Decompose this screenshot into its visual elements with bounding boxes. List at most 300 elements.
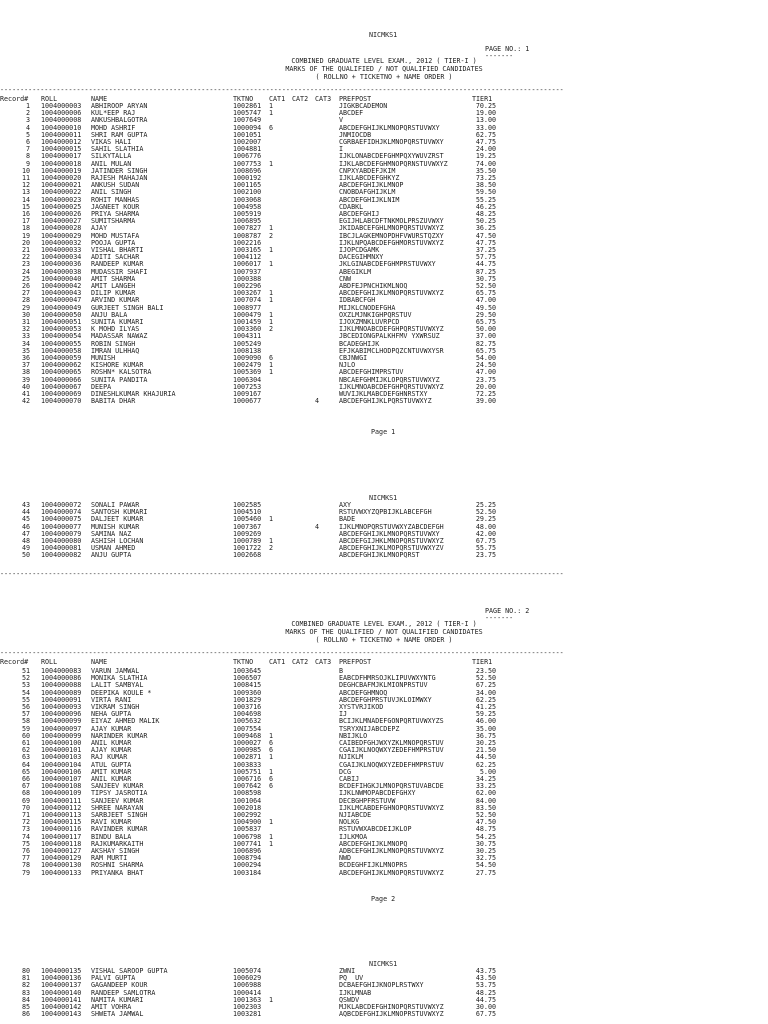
- ticket-number: 1004881: [233, 145, 262, 154]
- record-number: 3: [25, 116, 30, 125]
- tier1-marks: 34.25: [475, 775, 496, 783]
- pref-post: ABDFEJPNCHIKMLNOQ: [339, 282, 408, 290]
- record-number: 14: [21, 195, 30, 204]
- pref-post: MJKLABCDEFGHINOPQRSTUVWXYZ: [339, 1003, 444, 1011]
- record-number: 10: [21, 166, 30, 175]
- roll-number: 1004000097: [41, 724, 82, 733]
- record-number: 81: [21, 974, 30, 983]
- ticket-number: 1000094: [233, 123, 262, 132]
- roll-number: 1004000059: [41, 354, 82, 362]
- divider: --------------------------------------------------------------------------------------------------------------------------------------------: [0, 649, 564, 657]
- candidate-name: LALIT SAMBYAL: [91, 681, 144, 690]
- ticket-number: 1002216: [233, 238, 262, 247]
- cat1: 1: [269, 839, 274, 848]
- roll-number: 1004000033: [41, 246, 82, 254]
- record-number: 29: [21, 303, 30, 312]
- pref-post: NJIABCDE: [339, 811, 372, 819]
- header-pref-post: PREFPOST: [339, 658, 372, 666]
- pref-post: IJKLNWMOPABCDEFGHXY: [339, 789, 416, 798]
- pref-post: MIJKLCNODEFGHA: [339, 303, 396, 312]
- ticket-number: 1000414: [233, 988, 262, 997]
- roll-number: 1004000130: [41, 861, 82, 870]
- candidate-name: ANKUSHBALGOTRA: [91, 116, 148, 125]
- tier1-marks: 24.00: [475, 145, 496, 154]
- pref-post: IJKLABCDEFGHMNOPQRNSTUVWXYZ: [339, 159, 448, 168]
- header-cat2: CAT2: [292, 658, 309, 666]
- cat1: 1: [269, 767, 274, 776]
- candidate-name: USMAN AHMED: [91, 544, 136, 553]
- pref-post: ABCDEFGHIJ: [339, 210, 380, 218]
- record-number: 30: [21, 310, 30, 319]
- record-number: 44: [21, 508, 30, 517]
- pref-post: ABCDEFGHIJKLMOPQRSTUVWXYZV: [339, 544, 444, 553]
- pref-post: ABCDEFGHIJKLMNOPQRSTUVWXY: [339, 123, 440, 132]
- tier1-marks: 67.25: [475, 681, 496, 690]
- ticket-number: 1002296: [233, 282, 262, 290]
- ticket-number: 1008696: [233, 166, 262, 175]
- tier1-marks: 29.50: [475, 310, 496, 319]
- candidate-name: MONIKA SLATHIA: [91, 674, 148, 683]
- pref-post: IJKLMCABDEFGHNOPQRSTUVWXYZ: [339, 803, 444, 812]
- record-number: 83: [21, 988, 30, 997]
- roll-number: 1004000113: [41, 811, 82, 819]
- header-roll-number: ROLL: [41, 658, 58, 666]
- record-number: 27: [21, 289, 30, 298]
- roll-number: 1004000065: [41, 368, 82, 377]
- page-number-2: PAGE NO.: 2: [485, 607, 530, 615]
- record-number: 86: [21, 1010, 30, 1019]
- candidate-name: MUDASSIR SHAFI: [91, 267, 148, 276]
- pref-post: ABCDEFGHIJKLMNOPQ: [339, 839, 408, 848]
- cat1: 6: [269, 354, 274, 362]
- roll-number: 1004000028: [41, 224, 82, 233]
- pref-post: IJOXZMNKLUVRPCD: [339, 318, 400, 326]
- candidate-name: VIKRAM SINGH: [91, 703, 140, 711]
- roll-number: 1004000112: [41, 803, 82, 812]
- record-number: 74: [21, 832, 30, 841]
- candidate-name: RAM MURTI: [91, 854, 128, 863]
- ticket-number: 1002479: [233, 361, 262, 370]
- cat1: 2: [269, 544, 274, 553]
- ticket-number: 1006776: [233, 152, 262, 161]
- roll-number: 1004000015: [41, 145, 82, 154]
- roll-number: 1004000047: [41, 296, 82, 305]
- tier1-marks: 65.75: [475, 318, 496, 326]
- pref-post: BCDEGHFIJKLMNOPRS: [339, 861, 408, 870]
- candidate-name: NARINDER KUMAR: [91, 731, 148, 740]
- pref-post: ABEGIKLM: [339, 267, 372, 276]
- pref-post: IJKLMNOPQRSTUVWXYZABCDEFGH: [339, 522, 444, 531]
- pref-post: IJKLABCDEFGHKYZ: [339, 174, 400, 182]
- record-number: 18: [21, 224, 30, 233]
- record-number: 35: [21, 346, 30, 355]
- candidate-name: SUMITSHARMA: [91, 217, 136, 226]
- record-number: 63: [21, 753, 30, 762]
- candidate-name: MUNISH: [91, 354, 116, 362]
- pref-post: JKLGINABCDEFGHMPRSTUVWXY: [339, 260, 436, 269]
- ticket-number: 1005249: [233, 339, 262, 348]
- ticket-number: 1001051: [233, 130, 262, 139]
- candidate-name: DINESHLKUMAR KHAJURIA: [91, 390, 176, 398]
- pref-post: IBCJLAGKEMNOPDHFVWURSTQZXY: [339, 231, 444, 240]
- tier1-marks: 59.25: [475, 710, 496, 719]
- ticket-number: 1005460: [233, 515, 262, 524]
- divider: --------------------------------------------------------------------------------------------------------------------------------------------: [0, 570, 564, 578]
- ticket-number: 1008415: [233, 681, 262, 690]
- candidate-name: RAJ KUMAR: [91, 753, 128, 762]
- roll-number: 1004000101: [41, 746, 82, 755]
- record-number: 9: [25, 159, 30, 168]
- record-number: 55: [21, 695, 30, 704]
- tier1-marks: 37.25: [475, 246, 496, 254]
- header-roll-number: ROLL: [41, 95, 58, 103]
- ticket-number: 1006716: [233, 775, 262, 783]
- tier1-marks: 47.50: [475, 231, 496, 240]
- pref-post: CNPXYABDEFJKIM: [339, 166, 396, 175]
- tier1-marks: 27.75: [475, 868, 496, 877]
- roll-number: 1004000093: [41, 703, 82, 711]
- roll-number: 1004000143: [41, 1010, 82, 1019]
- candidate-name: RANDEEP KUMAR: [91, 260, 144, 269]
- tier1-marks: 39.00: [475, 397, 496, 406]
- tier1-marks: 43.75: [475, 967, 496, 975]
- roll-number: 1004000080: [41, 537, 82, 545]
- candidate-name: DILIP KUMAR: [91, 289, 136, 298]
- record-number: 84: [21, 995, 30, 1004]
- candidate-name: ROSHNI SHARMA: [91, 861, 144, 870]
- tier1-marks: 47.00: [475, 368, 496, 377]
- ticket-number: 1004698: [233, 710, 262, 719]
- record-number: 80: [21, 967, 30, 975]
- candidate-name: RAJKUMARKAITH: [91, 839, 144, 848]
- record-number: 2: [25, 109, 30, 118]
- pref-post: BCDEFIHGKJLMNOPQRSTUVABCDE: [339, 782, 444, 791]
- record-number: 39: [21, 375, 30, 384]
- record-number: 65: [21, 767, 30, 776]
- header-candidate-name: NAME: [91, 658, 108, 666]
- record-number: 34: [21, 339, 30, 348]
- cat1: 1: [269, 753, 274, 762]
- report-order-1: ( ROLLNO + TICKETNO + NAME ORDER ): [315, 73, 453, 81]
- roll-number: 1004000083: [41, 667, 82, 675]
- report-order-2: ( ROLLNO + TICKETNO + NAME ORDER ): [315, 636, 453, 644]
- tier1-marks: 44.75: [475, 260, 496, 269]
- candidate-name: ROSHN* KALSOTRA: [91, 368, 152, 377]
- ticket-number: 1000789: [233, 537, 262, 545]
- ticket-number: 1002992: [233, 811, 262, 819]
- roll-number: 1004000089: [41, 688, 82, 697]
- pref-post: OXZLMJNKIGHPQRSTUV: [339, 310, 412, 319]
- candidate-name: TIPSY JASROTIA: [91, 789, 148, 798]
- pref-post: ZWNI: [339, 967, 356, 975]
- candidate-name: AMIT SHARMA: [91, 274, 136, 283]
- tier1-marks: 47.75: [475, 238, 496, 247]
- candidate-name: KUL*EEP RAJ: [91, 109, 136, 118]
- ticket-number: 1007642: [233, 782, 262, 791]
- record-number: 11: [21, 174, 30, 182]
- candidate-name: KISHORE KUMAR: [91, 361, 144, 370]
- tier1-marks: 19.25: [475, 152, 496, 161]
- candidate-name: RAVI KUMAR: [91, 818, 132, 827]
- record-number: 64: [21, 760, 30, 769]
- tier1-marks: 29.25: [475, 515, 496, 524]
- pref-post: BCADEGHIJK: [339, 339, 380, 348]
- ticket-number: 1001722: [233, 544, 262, 553]
- ticket-number: 1002018: [233, 803, 262, 812]
- candidate-name: DEEPIKA KOULE *: [91, 688, 152, 697]
- record-number: 40: [21, 382, 30, 391]
- pref-post: NBCAEFGHMIJKLOPQRSTUVWXYZ: [339, 375, 440, 384]
- roll-number: 1004000066: [41, 375, 82, 384]
- ticket-number: 1004958: [233, 202, 262, 211]
- cat1: 1: [269, 260, 274, 269]
- page-number-underline-1: -------: [485, 52, 514, 60]
- ticket-number: 1000985: [233, 746, 262, 755]
- record-number: 50: [21, 551, 30, 560]
- pref-post: CGRBAEFIDHJKLMNOPQRSTUVWXY: [339, 138, 444, 146]
- record-number: 45: [21, 515, 30, 524]
- candidate-name: AJAY KUMAR: [91, 724, 132, 733]
- cat1: 1: [269, 318, 274, 326]
- record-number: 54: [21, 688, 30, 697]
- record-number: 41: [21, 390, 30, 398]
- tier1-marks: 62.75: [475, 130, 496, 139]
- tier1-marks: 47.75: [475, 138, 496, 146]
- header-cat2: CAT2: [292, 95, 309, 103]
- pref-post: DCBAEFGHIJKNOPLRSTWXY: [339, 981, 424, 990]
- tier1-marks: 73.25: [475, 174, 496, 182]
- roll-number: 1004000079: [41, 529, 82, 538]
- cat1: 1: [269, 289, 274, 298]
- ticket-number: 1007649: [233, 116, 262, 125]
- tier1-marks: 44.75: [475, 995, 496, 1004]
- ticket-number: 1007753: [233, 159, 262, 168]
- candidate-name: ANKUSH SUDAN: [91, 181, 140, 190]
- candidate-name: IMRAN ULHHAQ: [91, 346, 140, 355]
- ticket-number: 1003068: [233, 195, 262, 204]
- pref-post: IDBABCFGH: [339, 296, 376, 305]
- roll-number: 1004000038: [41, 267, 82, 276]
- ticket-number: 1009269: [233, 529, 262, 538]
- roll-number: 1004000003: [41, 102, 82, 110]
- candidate-name: SUNITA PANDITA: [91, 375, 148, 384]
- record-number: 22: [21, 253, 30, 262]
- roll-number: 1004000020: [41, 174, 82, 182]
- ticket-number: 1004112: [233, 253, 262, 262]
- ticket-number: 1002871: [233, 753, 262, 762]
- tier1-marks: 54.25: [475, 832, 496, 841]
- pref-post: IJKLNPQABCDEFGHMORSTUVWXYZ: [339, 238, 444, 247]
- pref-post: NWD: [339, 854, 352, 863]
- roll-number: 1004000008: [41, 116, 82, 125]
- candidate-name: ANIL KUMAR: [91, 775, 132, 783]
- roll-number: 1004000135: [41, 967, 82, 975]
- tier1-marks: 21.50: [475, 746, 496, 755]
- tier1-marks: 54.00: [475, 354, 496, 362]
- cat1: 6: [269, 775, 274, 783]
- ticket-number: 1002861: [233, 102, 262, 110]
- tier1-marks: 19.00: [475, 109, 496, 118]
- record-number: 24: [21, 267, 30, 276]
- cat1: 1: [269, 310, 274, 319]
- ticket-number: 1003360: [233, 325, 262, 334]
- ticket-number: 1006017: [233, 260, 262, 269]
- cat1: 1: [269, 109, 274, 118]
- roll-number: 1004000086: [41, 674, 82, 683]
- cat1: 6: [269, 746, 274, 755]
- candidate-name: RAJESH MAHAJAN: [91, 174, 148, 182]
- roll-number: 1004000075: [41, 515, 82, 524]
- cat1: 1: [269, 102, 274, 110]
- cat1: 1: [269, 515, 274, 524]
- tier1-marks: 62.00: [475, 789, 496, 798]
- tier1-marks: 55.75: [475, 544, 496, 553]
- record-number: 20: [21, 238, 30, 247]
- tier1-marks: 59.50: [475, 188, 496, 197]
- tier1-marks: 52.50: [475, 282, 496, 290]
- roll-number: 1004000107: [41, 775, 82, 783]
- pref-post: JNMIOCDB: [339, 130, 372, 139]
- ticket-number: 1003165: [233, 246, 262, 254]
- candidate-name: VARUN JAMWAL: [91, 667, 140, 675]
- tier1-marks: 87.25: [475, 267, 496, 276]
- ticket-number: 1009468: [233, 731, 262, 740]
- pref-post: CABIJ: [339, 775, 360, 783]
- tier1-marks: 48.25: [475, 988, 496, 997]
- record-number: 36: [21, 354, 30, 362]
- ticket-number: 1001165: [233, 181, 262, 190]
- record-number: 25: [21, 274, 30, 283]
- roll-number: 1004000108: [41, 782, 82, 791]
- ticket-number: 1005074: [233, 967, 262, 975]
- record-number: 28: [21, 296, 30, 305]
- candidate-name: ATUL GUPTA: [91, 760, 132, 769]
- pref-post: IJOPCDGAMK: [339, 246, 380, 254]
- ticket-number: 1006895: [233, 217, 262, 226]
- record-number: 17: [21, 217, 30, 226]
- ticket-number: 1007074: [233, 296, 262, 305]
- record-number: 75: [21, 839, 30, 848]
- ticket-number: 1001064: [233, 796, 262, 805]
- cat1: 6: [269, 739, 274, 747]
- record-number: 66: [21, 775, 30, 783]
- roll-number: 1004000074: [41, 508, 82, 517]
- ticket-number: 1000027: [233, 739, 262, 747]
- tier1-marks: 5.00: [479, 767, 496, 776]
- candidate-name: ROHIT MANHAS: [91, 195, 140, 204]
- pref-post: ABCDEFGHPRSTUVJKLOIMWXY: [339, 695, 432, 704]
- roll-number: 1004000103: [41, 753, 82, 762]
- tier1-marks: 53.75: [475, 981, 496, 990]
- page-footer-1: Page 1: [371, 428, 396, 436]
- candidate-name: ROBIN SINGH: [91, 339, 136, 348]
- tier1-marks: 55.25: [475, 195, 496, 204]
- roll-number: 1004000027: [41, 217, 82, 226]
- roll-number: 1004000021: [41, 181, 82, 190]
- candidate-name: MOHD MUSTAFA: [91, 231, 140, 240]
- record-number: 61: [21, 739, 30, 747]
- tier1-marks: 32.75: [475, 854, 496, 863]
- ticket-number: 1002007: [233, 138, 262, 146]
- pref-post: ABCDEFGHIJKLNIM: [339, 195, 400, 204]
- ticket-number: 1004311: [233, 332, 262, 341]
- record-number: 49: [21, 544, 30, 553]
- pref-post: ABCDEFGHIJKLPQRSTUVWXYZ: [339, 397, 432, 406]
- ticket-number: 1007827: [233, 224, 262, 233]
- ticket-number: 1005747: [233, 109, 262, 118]
- tier1-marks: 65.75: [475, 289, 496, 298]
- roll-number: 1004000018: [41, 159, 82, 168]
- candidate-name: SANTOSH KUMARI: [91, 508, 148, 517]
- candidate-name: SANJEEV KUMAR: [91, 796, 144, 805]
- tier1-marks: 35.00: [475, 724, 496, 733]
- record-number: 4: [25, 123, 30, 132]
- record-number: 52: [21, 674, 30, 683]
- page-footer-2: Page 2: [371, 895, 396, 903]
- tier1-marks: 82.75: [475, 339, 496, 348]
- candidate-name: SANJEEV KUMAR: [91, 782, 144, 791]
- cat1: 1: [269, 246, 274, 254]
- candidate-name: PRIYA SHARMA: [91, 210, 140, 218]
- pref-post: CAIBEDFGHJWXYZKLMNOPQRSTUV: [339, 739, 444, 747]
- pref-post: IJLKMOA: [339, 832, 368, 841]
- record-number: 1: [25, 102, 30, 110]
- roll-number: 1004000127: [41, 847, 82, 855]
- pref-post: CDABKL: [339, 202, 364, 211]
- record-number: 69: [21, 796, 30, 805]
- roll-number: 1004000129: [41, 854, 82, 863]
- header-record-number: Record#: [0, 95, 29, 103]
- pref-post: I: [339, 145, 344, 154]
- system-name-mid: NICMKS1: [369, 494, 398, 502]
- roll-number: 1004000082: [41, 551, 82, 560]
- tier1-marks: 67.75: [475, 537, 496, 545]
- tier1-marks: 30.25: [475, 739, 496, 747]
- candidate-name: AMIT KUMAR: [91, 767, 132, 776]
- candidate-name: DALJEET KUMAR: [91, 515, 144, 524]
- tier1-marks: 23.75: [475, 375, 496, 384]
- candidate-name: VISHAL BHARTI: [91, 246, 144, 254]
- record-number: 31: [21, 318, 30, 326]
- record-number: 43: [21, 501, 30, 509]
- tier1-marks: 37.00: [475, 332, 496, 341]
- record-number: 16: [21, 210, 30, 218]
- pref-post: QSWDV: [339, 995, 360, 1004]
- record-number: 78: [21, 861, 30, 870]
- roll-number: 1004000036: [41, 260, 82, 269]
- tier1-marks: 47.50: [475, 818, 496, 827]
- page-number-underline-2: -------: [485, 614, 514, 622]
- ticket-number: 1006507: [233, 674, 262, 683]
- record-number: 21: [21, 246, 30, 254]
- tier1-marks: 47.00: [475, 296, 496, 305]
- tier1-marks: 48.25: [475, 210, 496, 218]
- roll-number: 1004000012: [41, 138, 82, 146]
- pref-post: NJIKLM: [339, 753, 364, 762]
- header-ticket-number: TKTNO: [233, 95, 254, 103]
- pref-post: NBIJKLO: [339, 731, 368, 740]
- roll-number: 1004000043: [41, 289, 82, 298]
- record-number: 42: [21, 397, 30, 406]
- record-number: 23: [21, 260, 30, 269]
- candidate-name: JATINDER SINGH: [91, 166, 148, 175]
- roll-number: 1004000029: [41, 231, 82, 240]
- candidate-name: PALVI GUPTA: [91, 974, 136, 983]
- record-number: 82: [21, 981, 30, 990]
- tier1-marks: 42.00: [475, 529, 496, 538]
- candidate-name: SONALI PAWAR: [91, 501, 140, 509]
- record-number: 57: [21, 710, 30, 719]
